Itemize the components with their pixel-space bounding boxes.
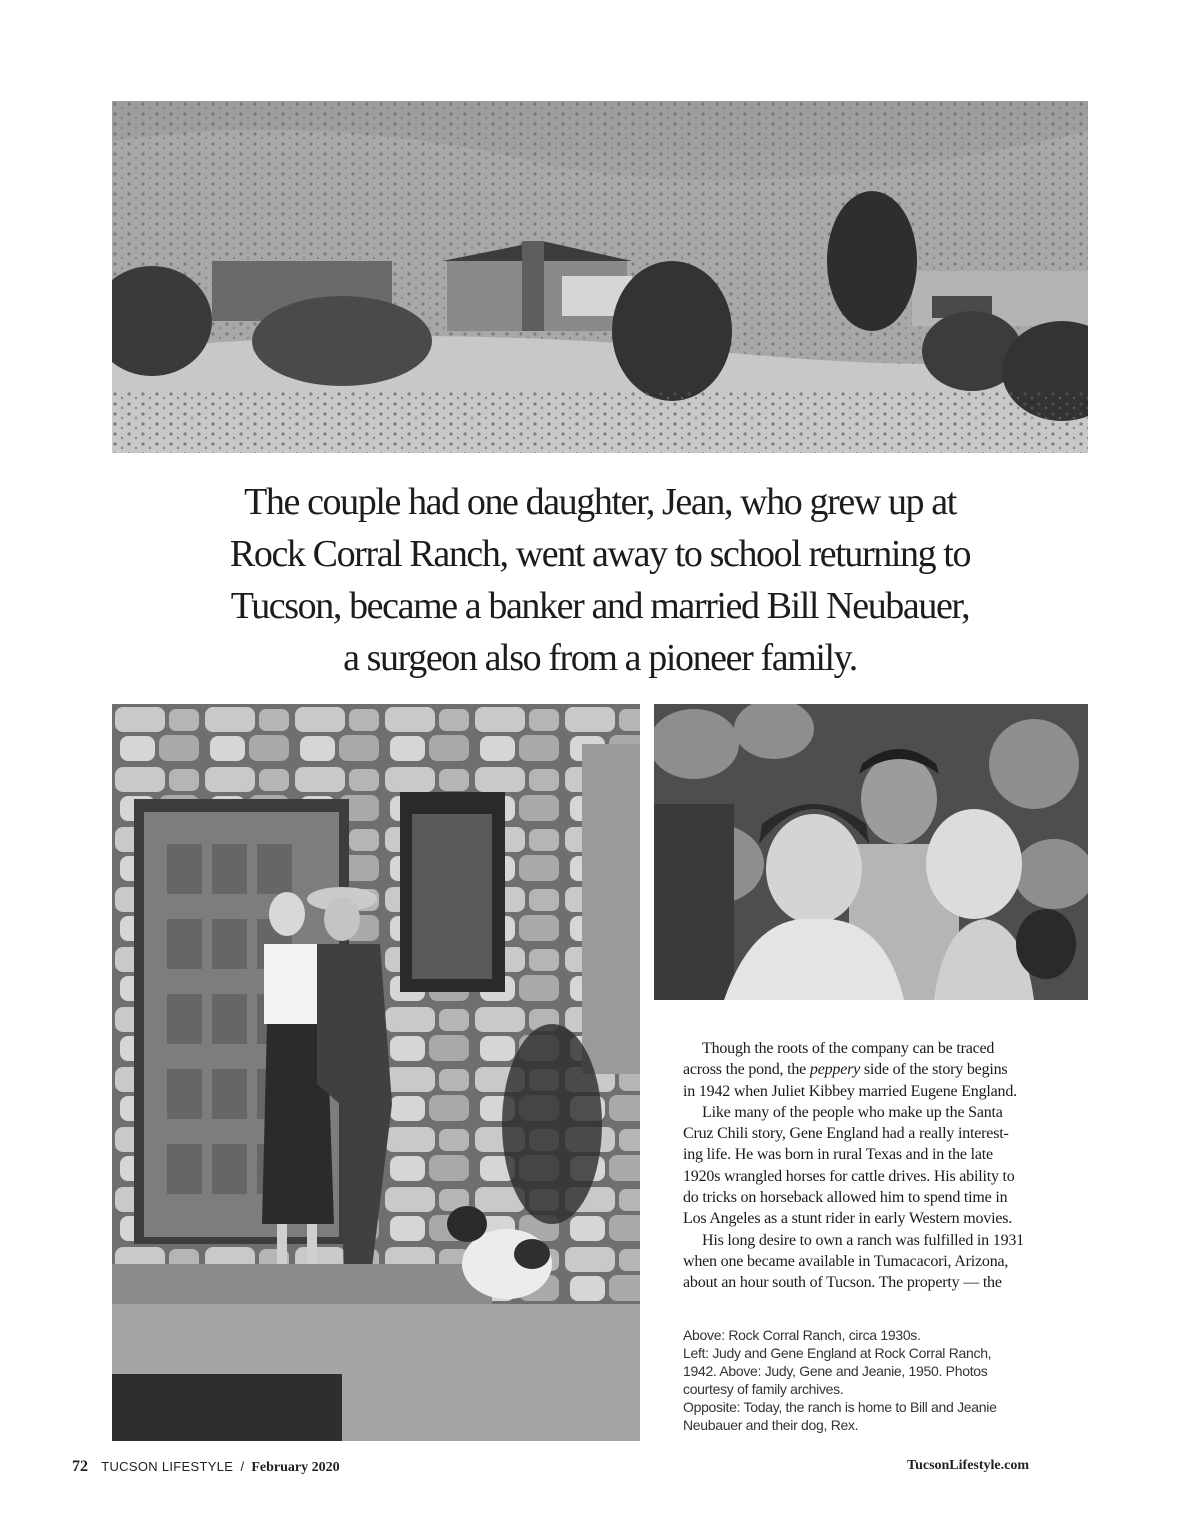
article-line: ing life. He was born in rural Texas and in the late (683, 1146, 993, 1164)
pull-quote-line: Tucson, became a banker and married Bill Neubauer, (230, 585, 970, 627)
ranch-photo (112, 101, 1088, 453)
caption-line: 1942. Above: Judy, Gene and Jeanie, 1950. Photos (683, 1363, 988, 1379)
photo-caption (683, 1326, 1088, 1434)
article-line: across the pond, the peppery side of the story begins (683, 1061, 1008, 1079)
article-line: Though the roots of the company can be traced (702, 1040, 995, 1057)
article-line: do tricks on horseback allowed him to spend time in (683, 1189, 1008, 1207)
page-footer (72, 1458, 340, 1476)
caption-line: courtesy of family archives. (683, 1381, 844, 1397)
article-line: when one became available in Tumacacori, Arizona, (683, 1252, 1009, 1270)
pull-quote-line: a surgeon also from a pioneer family. (343, 637, 857, 679)
issue-date: February 2020 (251, 1460, 340, 1475)
caption-line: Above: Rock Corral Ranch, circa 1930s. (683, 1327, 921, 1343)
article-line: His long desire to own a ranch was fulfilled in 1931 (702, 1231, 1024, 1249)
footer-separator: / (240, 1459, 245, 1474)
website-link[interactable]: TucsonLifestyle.com (907, 1458, 1029, 1473)
article-line: about an hour south of Tucson. The property — the (683, 1274, 1002, 1292)
article-line: Cruz Chili story, Gene England had a really interest- (683, 1125, 1009, 1143)
pull-quote-line: Rock Corral Ranch, went away to school returning to (229, 533, 971, 575)
pull-quote (150, 476, 1050, 684)
magazine-name: TUCSON LIFESTYLE (101, 1459, 234, 1474)
article-line: 1920s wrangled horses for cattle drives. His ability to (683, 1167, 1015, 1185)
article-line: Los Angeles as a stunt rider in early Western movies. (683, 1210, 1013, 1228)
caption-line: Neubauer and their dog, Rex. (683, 1417, 859, 1433)
article-body (683, 1038, 1088, 1294)
article-line: Like many of the people who make up the Santa (702, 1103, 1003, 1121)
article-line: in 1942 when Juliet Kibbey married Eugene England. (683, 1082, 1017, 1100)
caption-line: Opposite: Today, the ranch is home to Bill and Jeanie (683, 1399, 997, 1415)
pull-quote-line: The couple had one daughter, Jean, who grew up at (244, 481, 956, 523)
caption-line: Left: Judy and Gene England at Rock Corral Ranch, (683, 1345, 992, 1361)
couple-photo (112, 704, 640, 1441)
page-number: 72 (72, 1458, 88, 1475)
family-photo (654, 704, 1088, 1000)
